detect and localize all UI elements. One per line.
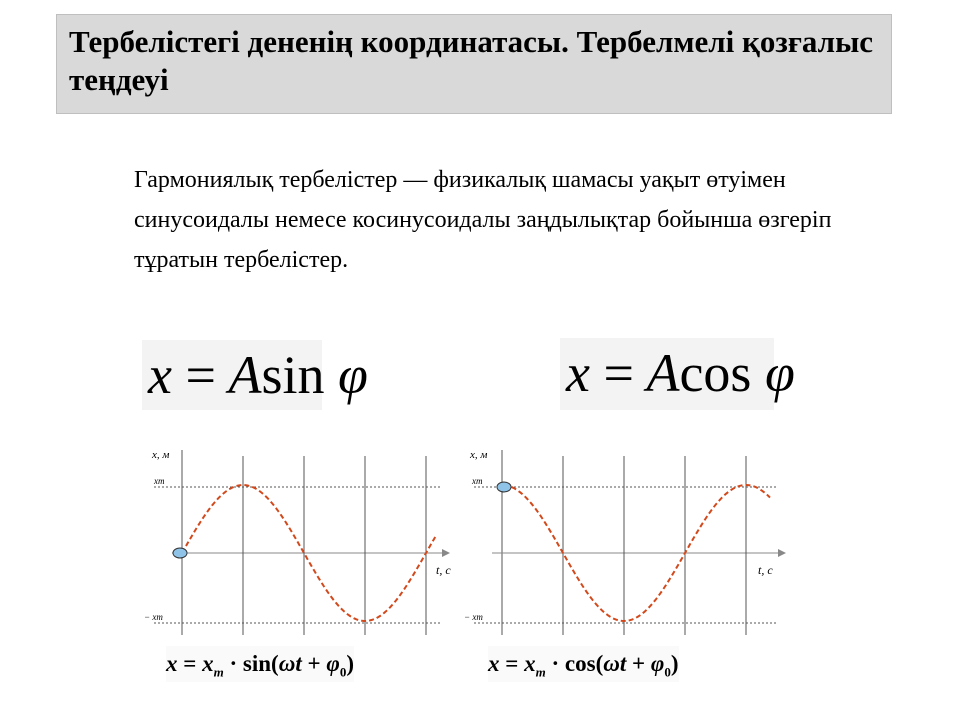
sine-formula-arg: φ [338, 345, 368, 405]
sine-formula-lhs: x [148, 345, 172, 405]
page-title: Тербелістегі дененің координатасы. Тербелмелі қозғалыс теңдеуі [69, 24, 874, 97]
cosine-formula-amp: A [646, 343, 680, 403]
cosine-gf-omega-t: ωt [603, 651, 627, 676]
cosine-gf-lhs: x [488, 651, 500, 676]
cosine-gf-eq: = [505, 651, 519, 676]
cosine-gf-amp-sub: m [535, 664, 546, 680]
cosine-formula-eq: = [603, 343, 634, 403]
cosine-formula-arg: φ [764, 343, 795, 403]
sine-graph [140, 440, 470, 645]
sine-gf-phi: φ [326, 651, 340, 676]
cosine-arrow [778, 549, 786, 557]
title-box [56, 14, 892, 114]
cosine-formula-lhs: x [566, 343, 590, 403]
cosine-gf-close: ) [670, 651, 679, 676]
sine-x-label: t, c [436, 563, 451, 577]
sine-gf-amp: x [202, 651, 214, 676]
sine-gf-plus: + [307, 651, 321, 676]
cosine-gf-phi-sub: 0 [664, 664, 671, 680]
sine-gf-eq: = [183, 651, 197, 676]
cosine-grid [474, 450, 778, 635]
sine-gf-lhs: x [166, 651, 178, 676]
sine-arrow [442, 549, 450, 557]
cosine-gf-dot: · [551, 651, 560, 676]
sine-formula [142, 340, 368, 410]
sine-formula-amp: A [228, 345, 262, 405]
sine-gf-omega-t: ωt [278, 651, 302, 676]
cosine-gf-fn: cos( [564, 651, 604, 676]
sine-gf-dot: · [229, 651, 238, 676]
cosine-xmax-label: xm [472, 476, 483, 486]
sine-start-marker [173, 548, 187, 558]
cosine-start-marker [497, 482, 511, 492]
cosine-formula-fn: cos [679, 343, 752, 403]
cosine-y-label: x, м [470, 449, 488, 461]
sine-gf-phi-sub: 0 [339, 664, 347, 680]
sine-xmin-label: − xm [144, 612, 163, 622]
sine-gf-amp-sub: m [213, 664, 224, 680]
cosine-graph [460, 440, 800, 645]
cosine-gf-phi: φ [650, 651, 665, 676]
cosine-gf-amp: x [524, 651, 536, 676]
cosine-graph-formula [488, 646, 679, 682]
sine-xmax-label: xm [154, 476, 165, 486]
cosine-x-label: t, c [758, 563, 773, 577]
cosine-xmin-label: − xm [464, 612, 483, 622]
sine-formula-eq: = [185, 345, 216, 405]
sine-graph-formula [166, 646, 354, 682]
sine-gf-fn: sin( [242, 651, 279, 676]
sine-gf-close: ) [346, 651, 354, 676]
cosine-gf-plus: + [632, 651, 646, 676]
definition-text: Гармониялық тербелістер — физикалық шамасы уақыт өтуімен синусоидалы немесе косинусоидалы заңдылықтар бойынша өзгеріп тұратын тербелістер. [134, 167, 832, 273]
sine-formula-fn: sin [261, 345, 325, 405]
cosine-formula [560, 338, 795, 410]
sine-y-label: x, м [152, 449, 170, 461]
